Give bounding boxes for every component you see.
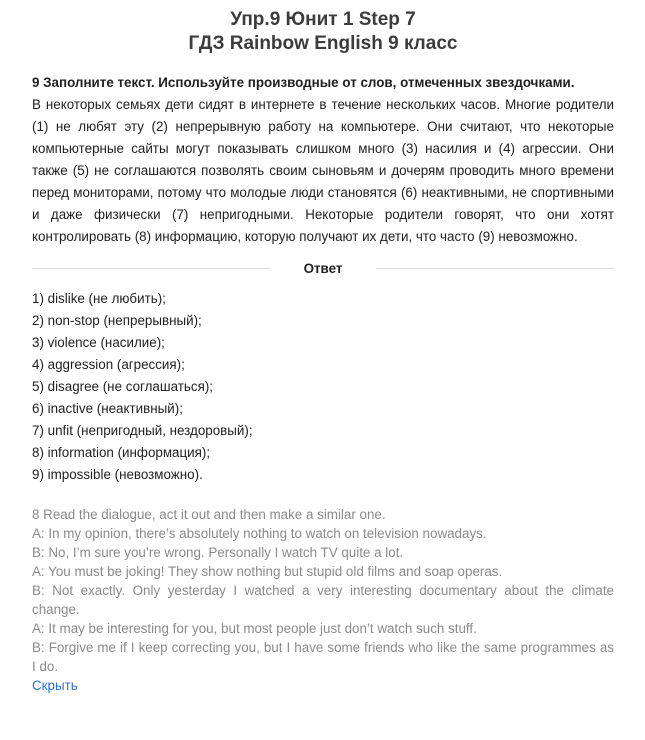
answer-item: 1) dislike (не любить); [32,291,166,306]
answer-item: 4) aggression (агрессия); [32,357,185,372]
answer-divider [32,258,614,278]
page-title-line1: Упр.9 Юнит 1 Step 7 [230,9,416,30]
dialogue-line: A: You must be joking! They show nothing but stupid old films and soap operas. [32,564,503,579]
dialogue-line: B: Not exactly. Only yesterday I watched a very interesting documentary about the climate change. [32,583,614,617]
dialogue-line: A: It may be interesting for you, but most people just don’t watch such stuff. [32,621,477,636]
dialogue-line: B: No, I’m sure you’re wrong. Personally I watch TV quite a lot. [32,545,404,560]
answer-heading: Ответ [303,260,343,276]
exercise-task: 9 Заполните текст. Используйте производные от слов, отмеченных звездочками. [32,75,575,90]
dialogue-line: B: Forgive me if I keep correcting you, but I have some friends who like the same programmes as I do. [32,640,614,674]
divider-line-left [32,268,270,269]
answer-item: 3) violence (насилие); [32,335,165,350]
exercise-block [32,72,614,248]
dialogue-line: A: In my opinion, there’s absolutely nothing to watch on television nowadays. [32,526,487,541]
divider-line-right [376,268,614,269]
answer-item: 6) inactive (неактивный); [32,401,183,416]
dialogue-block [32,505,614,676]
answer-list [32,288,614,486]
answer-item: 2) non-stop (непрерывный); [32,313,202,328]
answer-item: 7) unfit (непригодный, нездоровый); [32,423,253,438]
answer-item: 8) information (информация); [32,445,211,460]
page-title [32,0,614,56]
answer-item: 9) impossible (невозможно). [32,467,203,482]
hide-link[interactable]: Скрыть [32,678,78,693]
exercise-text: В некоторых семьях дети сидят в интернете в течение нескольких часов. Многие родители (1) не любят эту (2) непрерывную работу на компьютере. Они считают, что некоторые компьютерные сайты могут показывать слишком много (3) насилия и (4) агрессии. Они также (5) не соглашаются позволять своим сыновьям и дочерям проводить много времени перед мониторами, потому что молодые люди становятся (6) неактивными, не спортивными и даже физически (7) непригодными. Некоторые родители говорят, что они хотят контролировать (8) информацию, которую получают их дети, что часто (9) невозможно. [32,97,614,244]
answer-item: 5) disagree (не соглашаться); [32,379,214,394]
page-title-line2: ГДЗ Rainbow English 9 класс [188,33,458,54]
dialogue-heading: 8 Read the dialogue, act it out and then make a similar one. [32,507,386,522]
